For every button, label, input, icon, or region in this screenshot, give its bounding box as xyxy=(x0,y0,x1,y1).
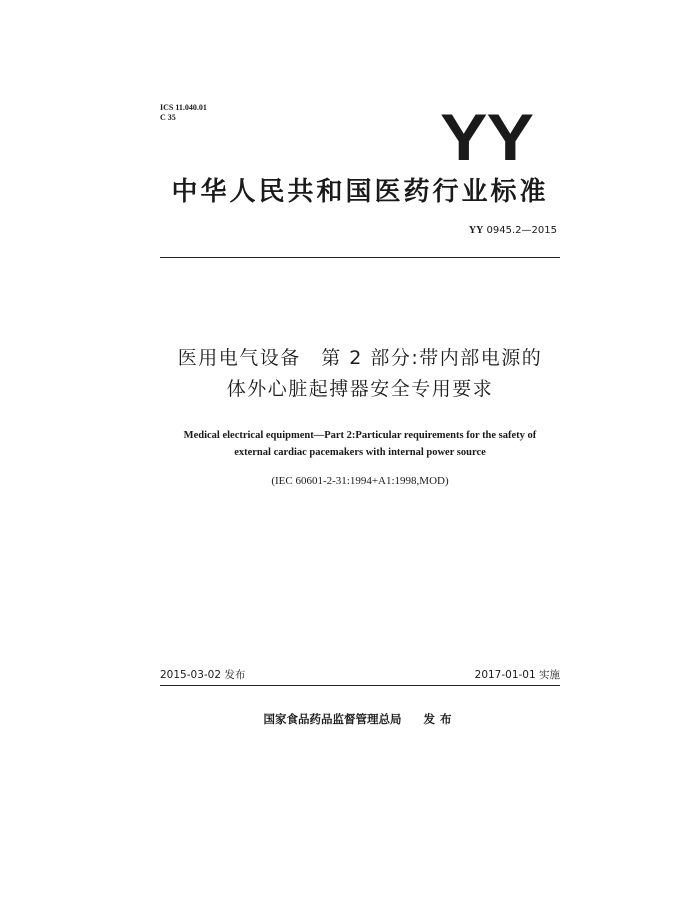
issue-date: 2015-03-02 发布 xyxy=(160,669,246,681)
english-title-line-2: external cardiac pacemakers with internal power source xyxy=(234,447,486,458)
standard-title: 中华人民共和国医药行业标准 xyxy=(171,177,549,207)
english-title-line-1: Medical electrical equipment—Part 2:Particular requirements for the safety of xyxy=(183,430,537,441)
bottom-divider xyxy=(160,685,560,686)
authority-name: 国家食品药品监督管理总局 xyxy=(263,712,402,726)
standard-number-value: 0945.2—2015 xyxy=(486,225,557,236)
standard-number xyxy=(469,225,557,237)
chinese-title-line-1: 医用电气设备 第 2 部分:带内部电源的 xyxy=(177,347,543,369)
implementation-date: 2017-01-01 实施 xyxy=(474,669,560,681)
top-divider xyxy=(160,257,560,258)
english-title xyxy=(110,427,610,461)
chinese-title-line-2: 体外心脏起搏器安全专用要求 xyxy=(226,378,494,400)
ccs-code: C 35 xyxy=(160,113,176,122)
adoption-reference: (IEC 60601-2-31:1994+A1:1998,MOD) xyxy=(271,475,449,487)
ics-code: ICS 11.040.01 xyxy=(160,103,207,112)
issuing-authority xyxy=(160,712,560,726)
chinese-title xyxy=(100,343,620,405)
authority-action: 发布 xyxy=(423,712,457,726)
yy-logo: YY xyxy=(440,100,533,174)
standard-number-prefix: YY xyxy=(468,225,484,236)
